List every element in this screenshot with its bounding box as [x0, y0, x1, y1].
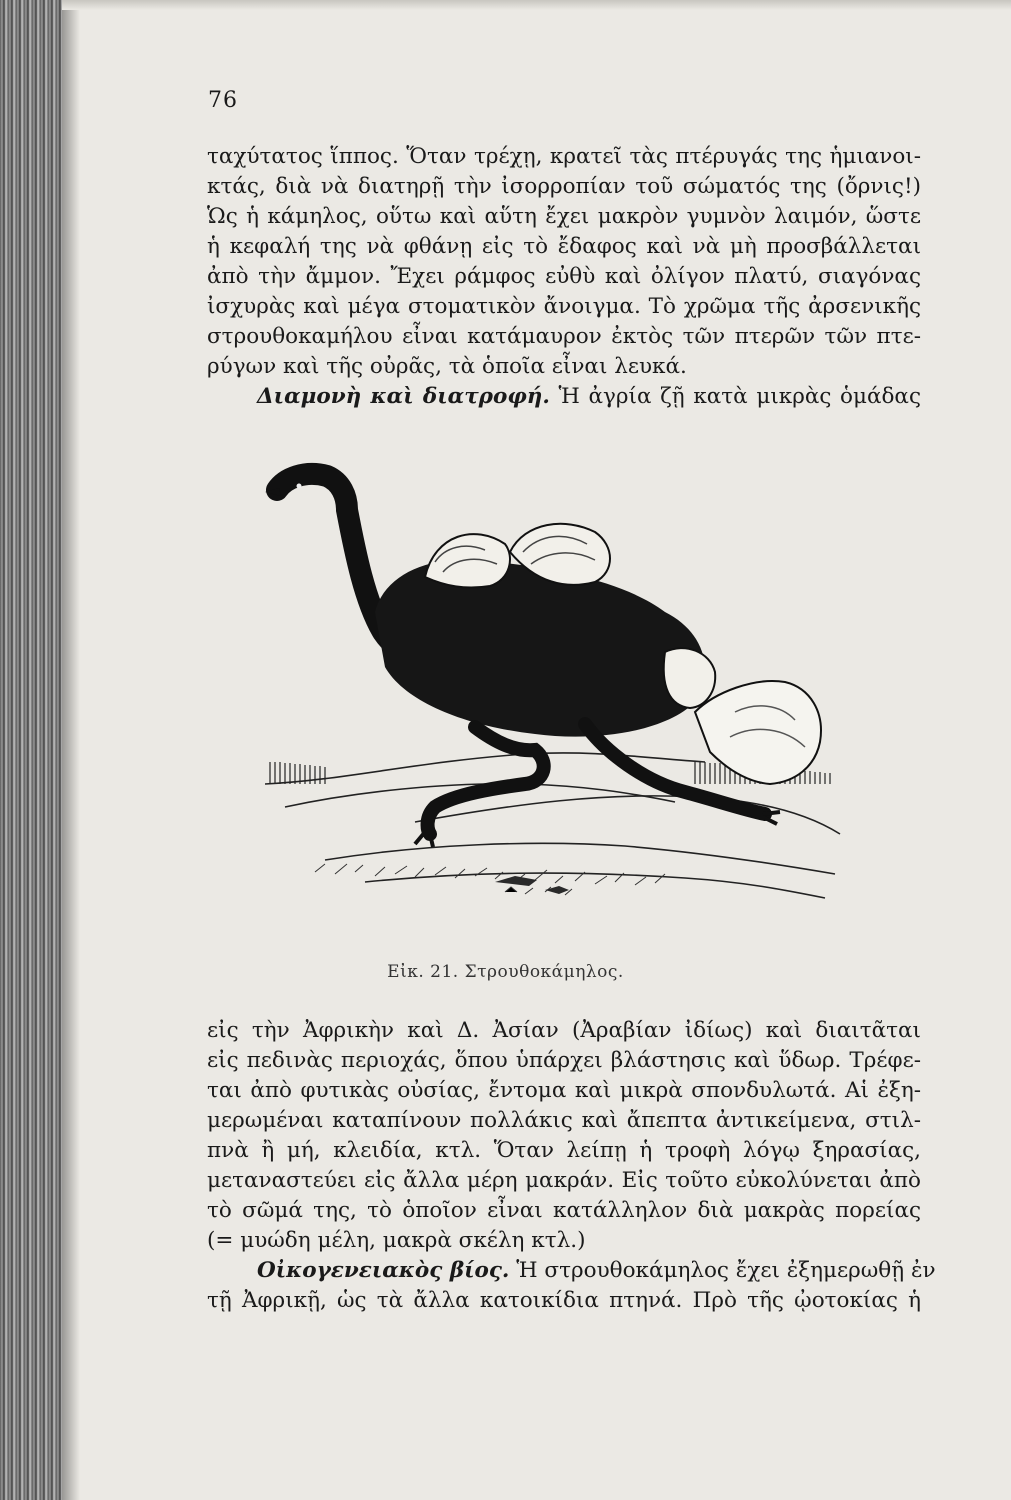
ostrich-illustration — [265, 462, 845, 932]
text-line: εἰς πεδινὰς περιοχάς, ὅπου ὑπάρχει βλάστησις καὶ ὕδωρ. Τρέφε- — [207, 1048, 921, 1073]
text-line: ἰσχυρὰς καὶ μέγα στοματικὸν ἄνοιγμα. Τὸ χρῶμα τῆς ἀρσενικῆς — [207, 294, 921, 319]
page-top-shadow — [62, 0, 1011, 10]
text-line: στρουθοκαμήλου εἶναι κατάμαυρον ἐκτὸς τῶν πτερῶν τῶν πτε- — [207, 324, 921, 349]
text-line: μεταναστεύει εἰς ἄλλα μέρη μακράν. Εἰς τοῦτο εὐκολύνεται ἀπὸ — [207, 1168, 921, 1193]
page-number: 76 — [208, 88, 238, 113]
ostrich — [265, 474, 821, 847]
section-heading-line — [207, 382, 921, 412]
text-line: (= μυώδη μέλη, μακρὰ σκέλη κτλ.) — [207, 1228, 586, 1253]
text-line: ρύγων καὶ τῆς οὐρᾶς, τὰ ὁποῖα εἶναι λευκά. — [207, 354, 687, 379]
text-line: κτάς, διὰ νὰ διατηρῇ τὴν ἰσορροπίαν τοῦ σώματός της (ὄρνις!) — [207, 174, 921, 199]
text-line: τῇ Ἀφρικῇ, ὡς τὰ ἄλλα κατοικίδια πτηνά. Πρὸ τῆς ᾠοτοκίας ἡ — [207, 1288, 921, 1313]
section-heading: Οἰκογενειακὸς βίος. — [257, 1258, 510, 1283]
text-line: Ὡς ἡ κάμηλος, οὕτω καὶ αὕτη ἔχει μακρὸν γυμνὸν λαιμόν, ὥστε — [207, 204, 921, 229]
book-page-edge — [0, 0, 62, 1500]
text-line: μερωμέναι καταπίνουν πολλάκις καὶ ἄπεπτα ἀντικείμενα, στιλ- — [207, 1108, 921, 1133]
figure-caption: Εἰκ. 21. Στρουθοκάμηλος. — [387, 962, 624, 982]
text-line: ἡ κεφαλή της νὰ φθάνῃ εἰς τὸ ἔδαφος καὶ νὰ μὴ προσβάλλεται — [207, 234, 921, 259]
text-line: ταχύτατος ἵππος. Ὅταν τρέχῃ, κρατεῖ τὰς πτέρυγάς της ἡμιανοι- — [207, 144, 921, 169]
section-heading: Διαμονὴ καὶ διατροφή. — [257, 384, 550, 409]
bottom-paragraph — [207, 1016, 936, 1316]
text-line: ἀπὸ τὴν ἄμμον. Ἔχει ράμφος εὐθὺ καὶ ὀλίγον πλατύ, σιαγόνας — [207, 264, 921, 289]
heading-continuation: Ἡ ἀγρία ζῇ κατὰ μικρὰς ὁμάδας — [558, 384, 921, 409]
section-heading-line — [207, 1256, 936, 1286]
top-paragraph — [207, 142, 921, 412]
text-line: εἰς τὴν Ἀφρικὴν καὶ Δ. Ἀσίαν (Ἀραβίαν ἰδίως) καὶ διαιτᾶται — [207, 1018, 921, 1043]
text-line: πνὰ ἢ μή, κλειδία, κτλ. Ὅταν λείπῃ ἡ τροφὴ λόγῳ ξηρασίας, — [207, 1138, 921, 1163]
grass-strokes — [315, 864, 665, 895]
text-line: τὸ σῶμά της, τὸ ὁποῖον εἶναι κατάλληλον διὰ μακρὰς πορείας — [207, 1198, 921, 1223]
text-line: ται ἀπὸ φυτικὰς οὐσίας, ἔντομα καὶ μικρὰ σπονδυλωτά. Αἱ ἐξη- — [207, 1078, 921, 1103]
heading-continuation: Ἡ στρουθοκάμηλος ἔχει ἐξημερωθῇ ἐν — [516, 1258, 936, 1283]
